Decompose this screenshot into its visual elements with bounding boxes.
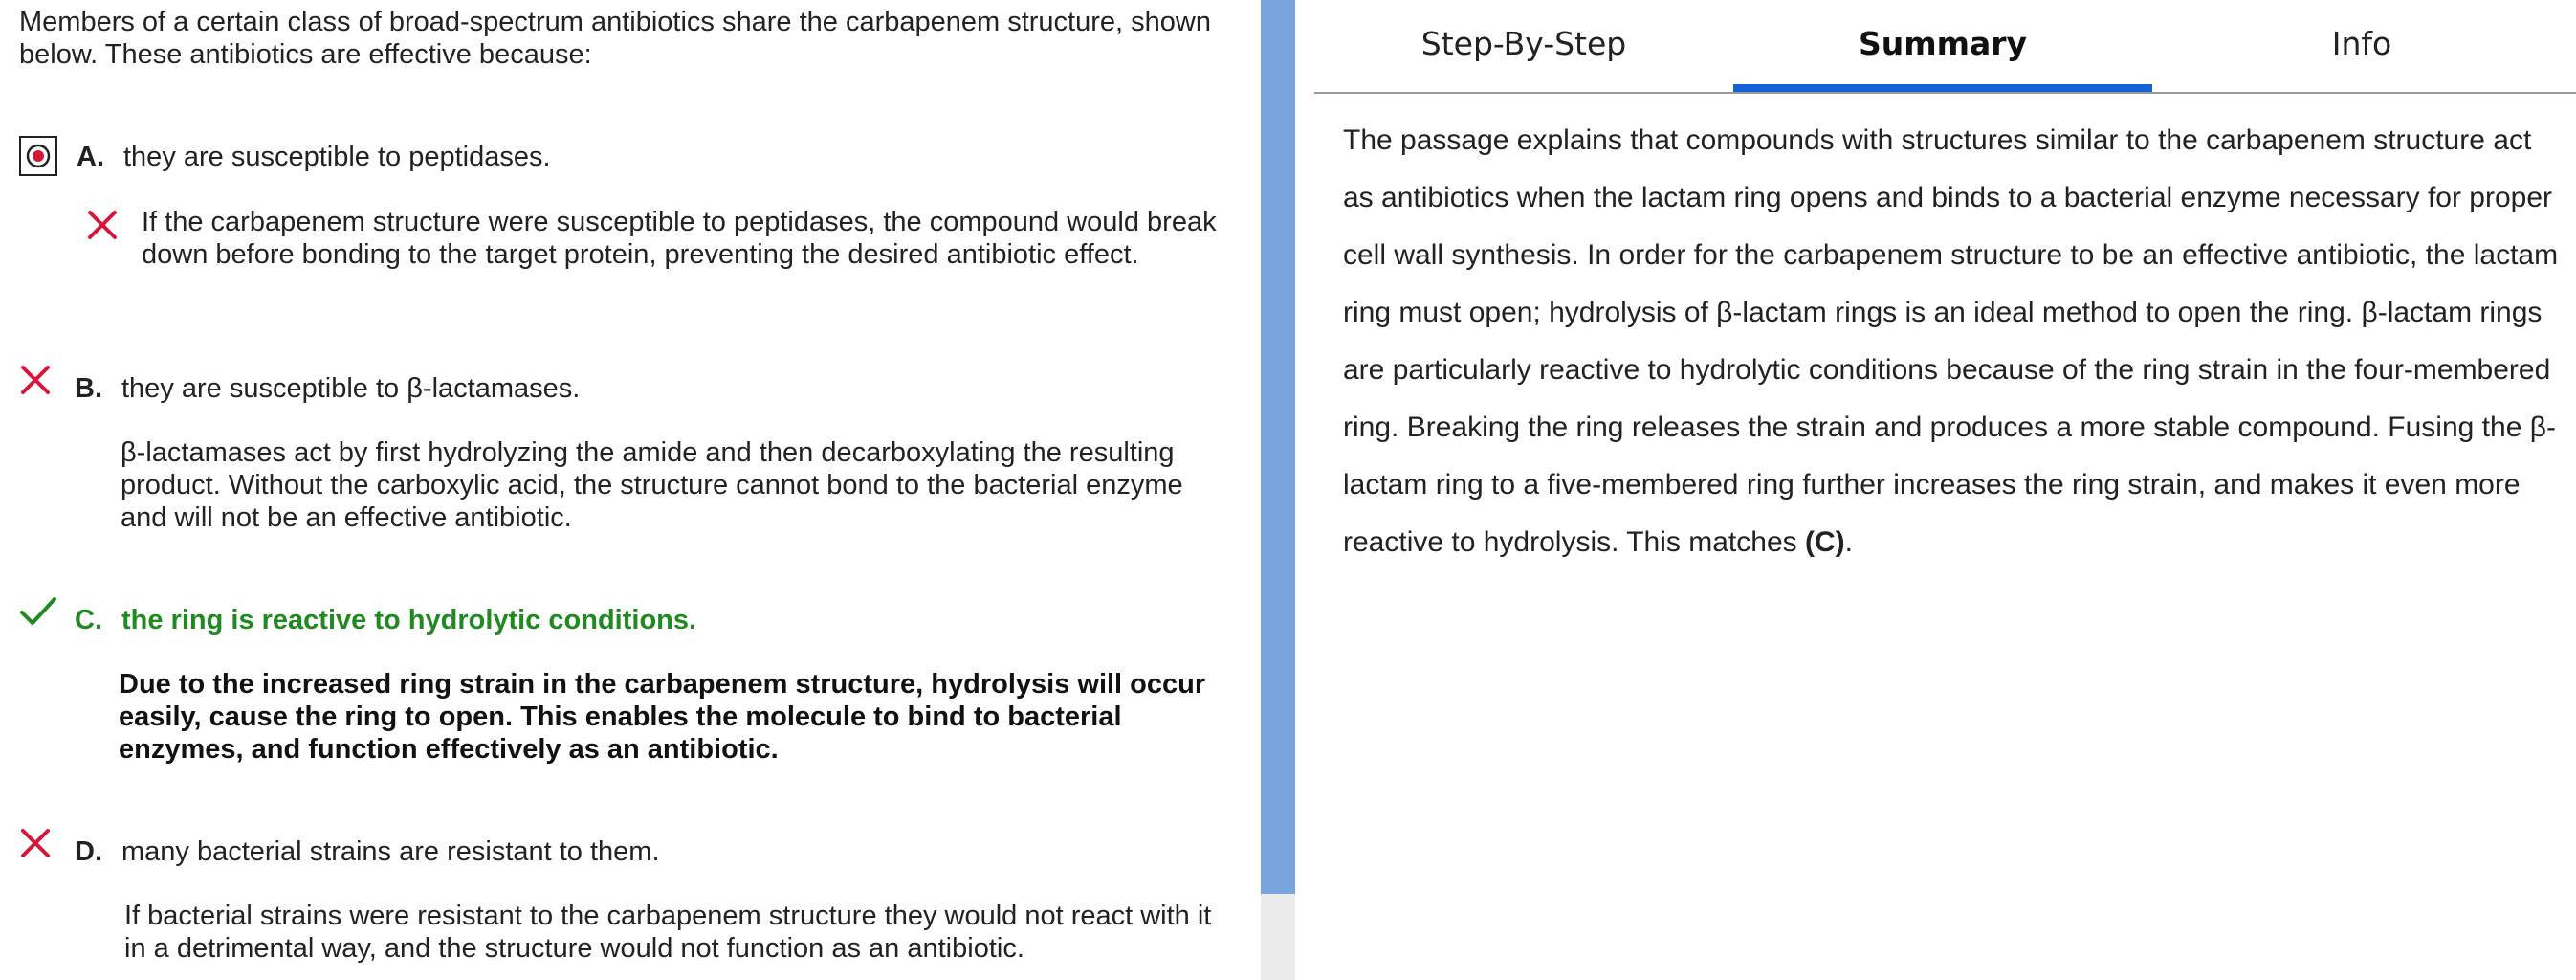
choice-a-text: they are susceptible to peptidases. bbox=[123, 142, 551, 172]
choice-d[interactable] bbox=[75, 835, 660, 868]
choice-a-radio[interactable] bbox=[19, 136, 57, 176]
choice-a-letter: A. bbox=[77, 142, 104, 172]
x-mark-icon bbox=[19, 364, 52, 396]
choice-c-letter: C. bbox=[75, 605, 102, 635]
choice-d-letter: D. bbox=[75, 836, 102, 867]
choice-c-text: the ring is reactive to hydrolytic conditions. bbox=[121, 605, 697, 635]
check-mark-icon bbox=[19, 595, 57, 628]
choice-b-text: they are susceptible to β-lactamases. bbox=[121, 373, 581, 404]
question-stem: Members of a certain class of broad-spectrum antibiotics share the carbapenem structure, shown below. These antibiotics are effective because: bbox=[19, 7, 1211, 70]
summary-text bbox=[1343, 112, 2563, 571]
choice-b-letter: B. bbox=[75, 373, 102, 404]
summary-answer: (C) bbox=[1804, 526, 1845, 558]
choice-c-explanation: Due to the increased ring strain in the carbapenem structure, hydrolysis will occur easily, cause the ring to open. This enables the molecule to bind to bacterial enzymes, and function effectively as an antibiotic. bbox=[119, 669, 1206, 765]
explanation-pane bbox=[1295, 0, 2576, 980]
scrollbar-thumb[interactable] bbox=[1261, 0, 1295, 894]
tab-summary[interactable]: Summary bbox=[1858, 25, 2028, 62]
choice-a[interactable] bbox=[77, 141, 551, 173]
summary-body: The passage explains that compounds with structures similar to the carbapenem structure act as antibiotics when the lactam ring opens and binds to a bacterial enzyme necessary for proper cell wall synthesis. In order for the carbapenem structure to be an effective antibiotic, the lactam ring must open; hydrolysis of β-lactam rings is an ideal method to open the ring. β-lactam rings are particularly reactive to hydrolytic conditions because of the ring strain in the four-membered ring. Breaking the ring releases the strain and produces a more stable compound. Fusing the β-lactam ring to a five-membered ring further increases the ring strain, and makes it even more reactive to hydrolysis. This matches bbox=[1343, 124, 2559, 558]
tab-step-by-step[interactable]: Step-By-Step bbox=[1420, 25, 1627, 62]
summary-end: . bbox=[1844, 526, 1853, 558]
choice-b-explanation: β-lactamases act by first hydrolyzing the amide and then decarboxylating the resulting product. Without the carboxylic acid, the structure cannot bond to the bacterial enzyme and will not be an effective antibiotic. bbox=[121, 437, 1183, 533]
radio-selected-icon bbox=[21, 138, 55, 174]
choice-a-explanation: If the carbapenem structure were susceptible to peptidases, the compound would break down before bonding to the target protein, preventing the desired antibiotic effect. bbox=[142, 207, 1217, 270]
question-pane bbox=[0, 0, 1261, 980]
active-tab-indicator bbox=[1733, 84, 2152, 92]
tab-info[interactable]: Info bbox=[2331, 25, 2392, 62]
choice-d-explanation: If bacterial strains were resistant to the carbapenem structure they would not react with it in a detrimental way, and the structure would not function as an antibiotic. bbox=[124, 901, 1212, 964]
x-mark-icon bbox=[19, 827, 52, 859]
tab-bar bbox=[1314, 0, 2576, 94]
choice-b[interactable] bbox=[75, 372, 580, 405]
choice-d-text: many bacterial strains are resistant to them. bbox=[121, 836, 660, 867]
x-mark-icon bbox=[86, 209, 119, 241]
choice-c[interactable] bbox=[75, 604, 696, 636]
